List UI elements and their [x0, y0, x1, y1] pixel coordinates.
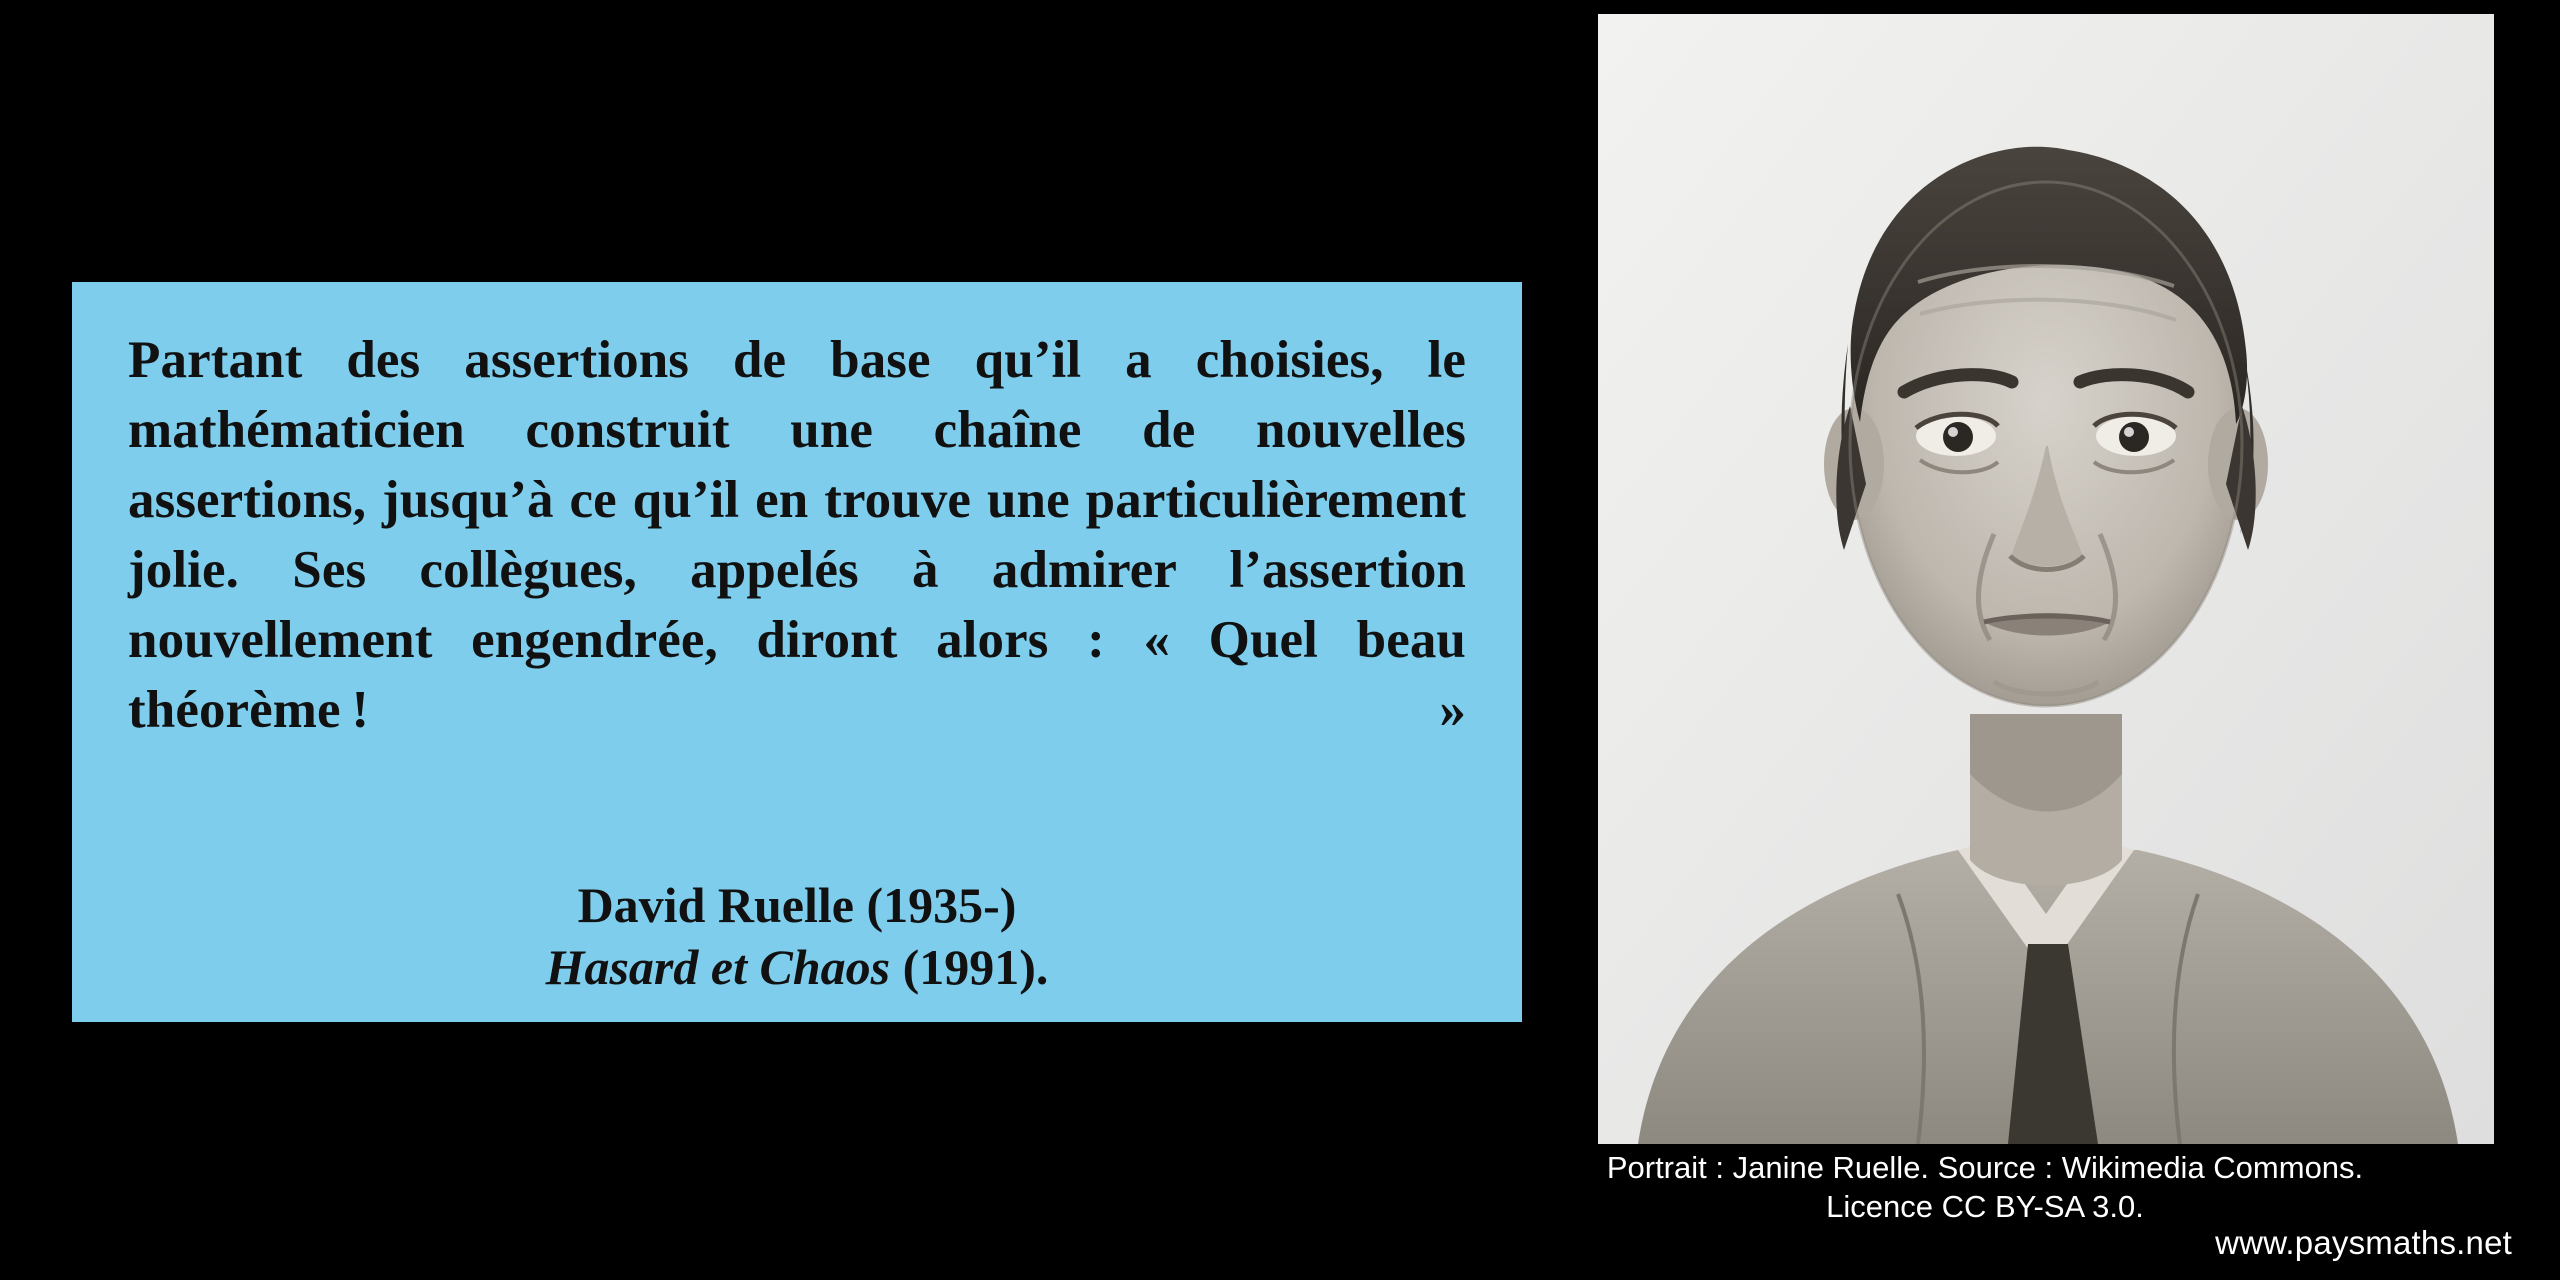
quote-card: [72, 282, 1522, 1022]
portrait-image: [1598, 14, 2494, 1144]
site-url: www.paysmaths.net: [2215, 1224, 2512, 1261]
quote-author: David Ruelle (1935-): [577, 876, 1017, 933]
quote-attribution: [128, 874, 1466, 998]
photo-credit: [1430, 1148, 2540, 1226]
portrait-illustration: [1598, 14, 2494, 1144]
photo-credit-line-2: Licence CC BY-SA 3.0.: [1826, 1189, 2144, 1225]
quote-text: Partant des assertions de base qu’il a choisies, le mathématicien construit une chaîne de nouvelles assertions, jusqu’à ce qu’il en trouve une particulièrement jolie. Ses collègues, appelés à admirer l’assertion nouvellement engendrée, diront alors : « Quel beau théorème ! »: [128, 331, 1466, 739]
quote-source: [128, 936, 1466, 998]
quote-work-title: Hasard et Chaos: [545, 938, 891, 995]
quote-work-year: (1991).: [902, 938, 1049, 995]
photo-credit-line-1: Portrait : Janine Ruelle. Source : Wikimedia Commons.: [1606, 1150, 2364, 1185]
